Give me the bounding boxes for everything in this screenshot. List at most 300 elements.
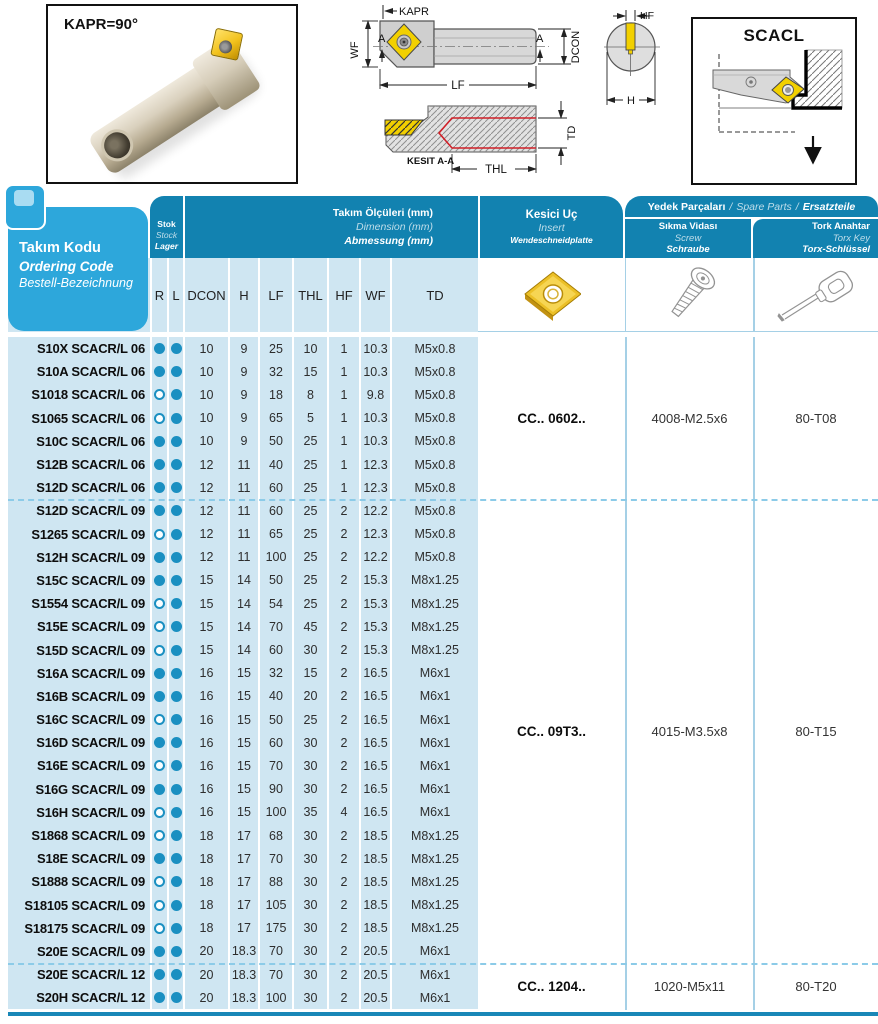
stock-dot-r [154, 668, 165, 679]
table-row [0, 615, 478, 638]
stock-dot-r [154, 575, 165, 586]
stock-header-en: Stock [155, 229, 178, 240]
tool-code: S15E SCACR/L 09 [8, 615, 150, 638]
stock-dot-l [171, 900, 182, 911]
stock-dot-r [154, 691, 165, 702]
stock-l-cell [169, 662, 183, 685]
dim-lf: 50 [260, 569, 292, 592]
torx-group-value: 80-T20 [795, 979, 837, 995]
stock-l-cell [169, 453, 183, 476]
wf-dim-label: WF [349, 41, 361, 59]
tool-code: S10X SCACR/L 06 [8, 337, 150, 360]
stock-dot-r [154, 946, 165, 957]
stock-dot-r [154, 343, 165, 354]
spare-part-images-row [478, 258, 878, 332]
table-row [0, 360, 478, 383]
insert-header [480, 196, 623, 258]
dim-hf: 2 [329, 754, 359, 777]
dim-hf: 2 [329, 824, 359, 847]
column-letter-dcon: DCON [185, 258, 228, 332]
table-row [0, 638, 478, 661]
dim-wf: 10.3 [361, 360, 390, 383]
stock-l-cell [169, 360, 183, 383]
dim-td: M8x1.25 [392, 824, 478, 847]
tool-bore-hole [95, 123, 139, 167]
dim-td: M5x0.8 [392, 360, 478, 383]
table-row [0, 986, 478, 1009]
stock-r-cell [152, 615, 167, 638]
dim-thl: 30 [294, 894, 327, 917]
tool-code: S16A SCACR/L 09 [8, 662, 150, 685]
dim-td: M8x1.25 [392, 847, 478, 870]
stock-l-cell [169, 569, 183, 592]
dim-h: 15 [230, 708, 258, 731]
tool-barrel [87, 46, 253, 176]
stock-l-cell [169, 731, 183, 754]
stock-l-cell [169, 592, 183, 615]
stock-dot-r [154, 784, 165, 795]
dim-lf: 70 [260, 940, 292, 963]
dim-dcon: 10 [185, 360, 228, 383]
stock-dot-r [154, 714, 165, 725]
dim-wf: 12.3 [361, 476, 390, 499]
tool-code: S1888 SCACR/L 09 [8, 870, 150, 893]
dim-wf: 12.3 [361, 453, 390, 476]
table-row [0, 662, 478, 685]
dim-td: M8x1.25 [392, 569, 478, 592]
stock-dot-r [154, 969, 165, 980]
spare-header-sep1: / [729, 200, 733, 213]
dim-lf: 60 [260, 499, 292, 522]
stock-dot-l [171, 621, 182, 632]
dim-hf: 2 [329, 546, 359, 569]
dim-thl: 15 [294, 662, 327, 685]
stock-dot-r [154, 413, 165, 424]
thl-dim-label: THL [485, 164, 507, 176]
dim-dcon: 15 [185, 569, 228, 592]
stock-dot-l [171, 552, 182, 563]
tool-code: S18175 SCACR/L 09 [8, 917, 150, 940]
table-row [0, 731, 478, 754]
dim-lf: 40 [260, 685, 292, 708]
dim-td: M6x1 [392, 754, 478, 777]
stock-l-cell [169, 383, 183, 406]
column-letter-hf: HF [329, 258, 359, 332]
dim-thl: 25 [294, 592, 327, 615]
tool-code: S20E SCACR/L 12 [8, 963, 150, 986]
dim-wf: 18.5 [361, 824, 390, 847]
dim-td: M6x1 [392, 662, 478, 685]
table-row [0, 430, 478, 453]
dim-td: M8x1.25 [392, 894, 478, 917]
tool-code: S15D SCACR/L 09 [8, 638, 150, 661]
dim-thl: 30 [294, 986, 327, 1009]
tool-code: S12D SCACR/L 09 [8, 499, 150, 522]
dim-wf: 16.5 [361, 731, 390, 754]
stock-r-cell [152, 476, 167, 499]
stock-l-cell [169, 778, 183, 801]
dim-h: 18.3 [230, 963, 258, 986]
dim-hf: 2 [329, 847, 359, 870]
dim-td: M5x0.8 [392, 523, 478, 546]
stock-r-cell [152, 638, 167, 661]
stock-r-cell [152, 453, 167, 476]
dim-wf: 20.5 [361, 963, 390, 986]
stock-l-cell [169, 824, 183, 847]
dim-wf: 16.5 [361, 685, 390, 708]
stock-dot-l [171, 853, 182, 864]
torx-key-image-cell [755, 258, 878, 331]
column-letter-r: R [152, 258, 167, 332]
stock-dot-l [171, 575, 182, 586]
stock-dot-l [171, 737, 182, 748]
dim-wf: 18.5 [361, 870, 390, 893]
stock-dot-r [154, 436, 165, 447]
dim-lf: 100 [260, 986, 292, 1009]
screw-header-en: Screw [674, 232, 702, 244]
dim-lf: 50 [260, 708, 292, 731]
dim-wf: 16.5 [361, 708, 390, 731]
dim-h: 15 [230, 754, 258, 777]
stock-dot-l [171, 969, 182, 980]
dim-h: 9 [230, 383, 258, 406]
dim-wf: 20.5 [361, 940, 390, 963]
column-letter-l: L [169, 258, 183, 332]
stock-dot-r [154, 645, 165, 656]
tool-code: S20E SCACR/L 09 [8, 940, 150, 963]
dim-wf: 20.5 [361, 986, 390, 1009]
dim-h: 11 [230, 453, 258, 476]
stock-dot-l [171, 784, 182, 795]
stock-dot-l [171, 645, 182, 656]
dim-td: M8x1.25 [392, 592, 478, 615]
dim-h: 15 [230, 778, 258, 801]
dim-td: M5x0.8 [392, 476, 478, 499]
hf-dim-label: HF [640, 10, 654, 22]
stock-dot-r [154, 505, 165, 516]
stock-dot-l [171, 366, 182, 377]
table-row [0, 917, 478, 940]
dim-wf: 10.3 [361, 430, 390, 453]
dim-hf: 1 [329, 453, 359, 476]
dim-lf: 54 [260, 592, 292, 615]
ordering-code-tr: Takım Kodu [19, 240, 101, 256]
tool-code: S16B SCACR/L 09 [8, 685, 150, 708]
stock-r-cell [152, 662, 167, 685]
stock-r-cell [152, 940, 167, 963]
tool-code: S1868 SCACR/L 09 [8, 824, 150, 847]
dim-thl: 15 [294, 360, 327, 383]
spare-header-en: Spare Parts [736, 200, 792, 213]
stock-r-cell [152, 917, 167, 940]
stock-l-cell [169, 986, 183, 1009]
dimensions-header-de: Abmessung (mm) [344, 235, 433, 248]
dim-dcon: 12 [185, 546, 228, 569]
stock-dot-l [171, 459, 182, 470]
dim-dcon: 10 [185, 407, 228, 430]
stock-dot-r [154, 389, 165, 400]
table-rows [0, 337, 478, 1009]
tool-code: S16E SCACR/L 09 [8, 754, 150, 777]
dimension-drawing [335, 2, 605, 190]
application-drawing [693, 46, 851, 172]
stock-dot-l [171, 830, 182, 841]
dim-dcon: 18 [185, 870, 228, 893]
ordering-code-en: Ordering Code [19, 258, 114, 274]
torx-header-en: Torx Key [832, 232, 870, 244]
section-tab-icon [4, 184, 46, 230]
dimensions-header-en: Dimension (mm) [355, 220, 433, 233]
kapr-angle-label: KAPR=90° [64, 16, 138, 33]
spare-parts-header [625, 196, 878, 217]
stock-r-cell [152, 337, 167, 360]
dim-thl: 30 [294, 870, 327, 893]
front-insert-slot [626, 23, 635, 50]
stock-l-cell [169, 847, 183, 870]
dim-thl: 30 [294, 940, 327, 963]
dim-wf: 16.5 [361, 778, 390, 801]
tool-code: S1018 SCACR/L 06 [8, 383, 150, 406]
dim-hf: 2 [329, 940, 359, 963]
dim-dcon: 18 [185, 847, 228, 870]
tool-code: S12B SCACR/L 06 [8, 453, 150, 476]
dim-hf: 2 [329, 870, 359, 893]
dim-h: 17 [230, 870, 258, 893]
application-title: SCACL [743, 26, 805, 45]
table-row [0, 963, 478, 986]
dim-thl: 30 [294, 917, 327, 940]
stock-l-cell [169, 801, 183, 824]
stock-dot-r [154, 992, 165, 1003]
dim-dcon: 20 [185, 963, 228, 986]
dim-thl: 30 [294, 638, 327, 661]
dim-hf: 2 [329, 638, 359, 661]
torx-key-image [774, 265, 858, 325]
tool-code: S16D SCACR/L 09 [8, 731, 150, 754]
dim-td: M5x0.8 [392, 337, 478, 360]
dim-wf: 16.5 [361, 662, 390, 685]
dim-hf: 2 [329, 731, 359, 754]
stock-l-cell [169, 523, 183, 546]
stock-l-cell [169, 963, 183, 986]
group-divider [8, 963, 878, 965]
tool-code: S1554 SCACR/L 09 [8, 592, 150, 615]
dim-lf: 32 [260, 662, 292, 685]
torx-group-value: 80-T08 [795, 410, 837, 426]
stock-dot-r [154, 529, 165, 540]
stock-dot-r [154, 807, 165, 818]
dim-thl: 25 [294, 546, 327, 569]
dim-hf: 2 [329, 685, 359, 708]
dim-wf: 10.3 [361, 407, 390, 430]
dim-td: M5x0.8 [392, 430, 478, 453]
screw-image [658, 263, 722, 327]
dim-hf: 2 [329, 778, 359, 801]
insert-header-en: Insert [538, 222, 565, 235]
dim-lf: 70 [260, 963, 292, 986]
insert-image-cell [478, 258, 625, 331]
spare-header-de: Ersatzteile [802, 200, 856, 213]
stock-r-cell [152, 731, 167, 754]
stock-l-cell [169, 870, 183, 893]
dim-wf: 18.5 [361, 894, 390, 917]
table-row [0, 476, 478, 499]
stock-dot-l [171, 505, 182, 516]
table-bottom-rule [8, 1012, 878, 1016]
stock-dot-r [154, 853, 165, 864]
table-row [0, 940, 478, 963]
dim-hf: 2 [329, 615, 359, 638]
stock-l-cell [169, 337, 183, 360]
dim-dcon: 20 [185, 940, 228, 963]
dim-hf: 2 [329, 963, 359, 986]
dim-hf: 1 [329, 383, 359, 406]
dim-td: M8x1.25 [392, 638, 478, 661]
tool-code: S10A SCACR/L 06 [8, 360, 150, 383]
td-dim-label: TD [566, 125, 578, 141]
kesit-label: KESIT A-A [407, 156, 455, 167]
dim-lf: 65 [260, 523, 292, 546]
stock-l-cell [169, 546, 183, 569]
tool-code: S16G SCACR/L 09 [8, 778, 150, 801]
dim-thl: 30 [294, 847, 327, 870]
screw-header-tr: Sıkma Vidası [658, 221, 718, 233]
column-letter-h: H [230, 258, 258, 332]
dim-thl: 30 [294, 731, 327, 754]
stock-r-cell [152, 430, 167, 453]
tool-code: S16H SCACR/L 09 [8, 801, 150, 824]
dim-td: M8x1.25 [392, 917, 478, 940]
stock-l-cell [169, 615, 183, 638]
insert-header-tr: Kesici Uç [525, 208, 578, 221]
stock-r-cell [152, 360, 167, 383]
dim-hf: 2 [329, 894, 359, 917]
stock-l-cell [169, 407, 183, 430]
dim-h: 18.3 [230, 986, 258, 1009]
dim-lf: 70 [260, 754, 292, 777]
dim-hf: 2 [329, 662, 359, 685]
table-row [0, 546, 478, 569]
tool-code: S12D SCACR/L 06 [8, 476, 150, 499]
tool-code: S12H SCACR/L 09 [8, 546, 150, 569]
stock-l-cell [169, 430, 183, 453]
column-letter-wf: WF [361, 258, 390, 332]
dim-hf: 2 [329, 708, 359, 731]
stock-dot-l [171, 760, 182, 771]
stock-dot-l [171, 992, 182, 1003]
stock-dot-l [171, 691, 182, 702]
dim-td: M6x1 [392, 801, 478, 824]
dim-thl: 30 [294, 963, 327, 986]
tool-holder-photo [76, 40, 276, 170]
stock-dot-l [171, 923, 182, 934]
stock-dot-l [171, 436, 182, 447]
dim-wf: 10.3 [361, 337, 390, 360]
screw-image-cell [626, 258, 753, 331]
dim-hf: 1 [329, 476, 359, 499]
stock-l-cell [169, 685, 183, 708]
stock-r-cell [152, 523, 167, 546]
stock-r-cell [152, 778, 167, 801]
dim-td: M5x0.8 [392, 546, 478, 569]
dim-wf: 16.5 [361, 754, 390, 777]
dim-h: 9 [230, 360, 258, 383]
stock-r-cell [152, 894, 167, 917]
stock-r-cell [152, 801, 167, 824]
dim-wf: 15.3 [361, 592, 390, 615]
stock-r-cell [152, 569, 167, 592]
screw-group-value: 4015-M3.5x8 [651, 723, 728, 739]
dim-td: M5x0.8 [392, 407, 478, 430]
dim-dcon: 18 [185, 894, 228, 917]
dim-lf: 40 [260, 453, 292, 476]
screw-header [625, 219, 751, 258]
stock-r-cell [152, 592, 167, 615]
dim-dcon: 16 [185, 685, 228, 708]
screw-header-de: Schraube [666, 244, 710, 256]
table-row [0, 778, 478, 801]
dim-h: 15 [230, 685, 258, 708]
stock-dot-l [171, 876, 182, 887]
stock-header-tr: Stok [157, 218, 176, 229]
dim-hf: 2 [329, 569, 359, 592]
stock-r-cell [152, 407, 167, 430]
dim-thl: 25 [294, 708, 327, 731]
dim-thl: 45 [294, 615, 327, 638]
table-row [0, 453, 478, 476]
dimensions-header [185, 196, 478, 258]
dim-dcon: 16 [185, 801, 228, 824]
table-row [0, 801, 478, 824]
dim-hf: 1 [329, 430, 359, 453]
stock-r-cell [152, 847, 167, 870]
section-a-left: A [378, 33, 386, 45]
stock-dot-r [154, 760, 165, 771]
dim-lf: 100 [260, 546, 292, 569]
dim-lf: 68 [260, 824, 292, 847]
dim-lf: 60 [260, 731, 292, 754]
screw-group-value: 4008-M2.5x6 [651, 410, 728, 426]
dim-td: M6x1 [392, 685, 478, 708]
insert-group-value: CC.. 1204.. [517, 979, 586, 995]
table-row [0, 569, 478, 592]
dim-h: 11 [230, 546, 258, 569]
h-dim-label: H [627, 95, 635, 107]
dim-td: M6x1 [392, 963, 478, 986]
dim-wf: 15.3 [361, 615, 390, 638]
dim-lf: 100 [260, 801, 292, 824]
stock-r-cell [152, 383, 167, 406]
dim-lf: 25 [260, 337, 292, 360]
stock-r-cell [152, 708, 167, 731]
dim-wf: 15.3 [361, 638, 390, 661]
table-row [0, 337, 478, 360]
table-row [0, 847, 478, 870]
column-letter-thl: THL [294, 258, 327, 332]
table-row [0, 383, 478, 406]
section-a-right: A [536, 33, 544, 45]
stock-dot-r [154, 621, 165, 632]
dim-thl: 25 [294, 453, 327, 476]
lf-dim-label: LF [451, 80, 465, 92]
dim-hf: 1 [329, 337, 359, 360]
stock-dot-l [171, 668, 182, 679]
torx-group-value: 80-T15 [795, 723, 837, 739]
dim-h: 18.3 [230, 940, 258, 963]
kapr-dim-label: KAPR [399, 6, 429, 18]
dim-h: 15 [230, 731, 258, 754]
tool-code: S20H SCACR/L 12 [8, 986, 150, 1009]
